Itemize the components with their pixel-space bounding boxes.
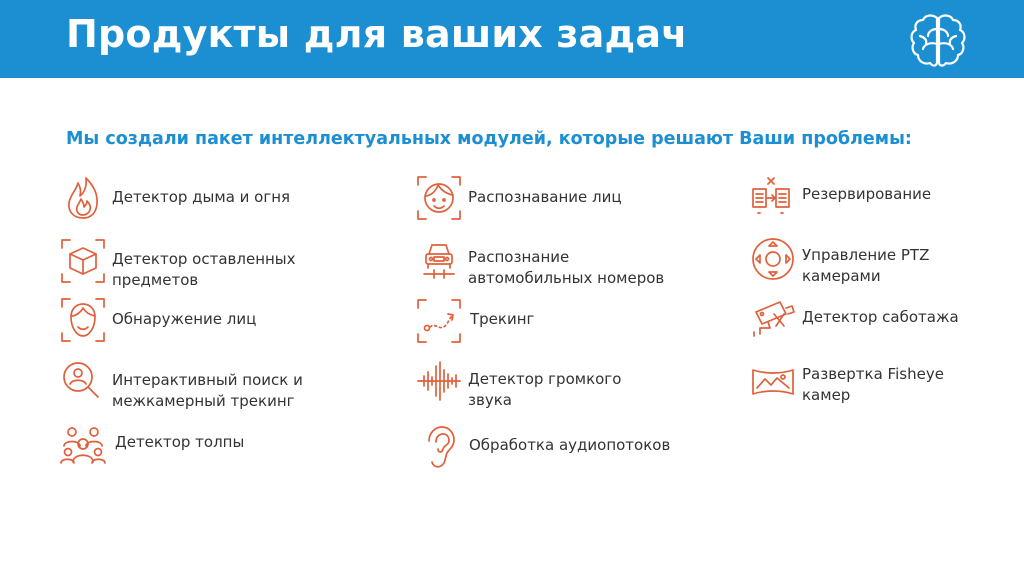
intro-subtitle: Мы создали пакет интеллектуальных модулей, которые решают Ваши проблемы:: [66, 129, 912, 149]
crowd-icon: [60, 422, 106, 468]
product-label: Развертка Fisheye: [802, 365, 944, 383]
product-label: Детектор дыма и огня: [112, 188, 291, 206]
product-label-line2: камерами: [802, 267, 881, 285]
header-bar: [0, 0, 1024, 78]
product-label: Резервирование: [802, 185, 932, 203]
sound-wave-icon: [416, 358, 462, 404]
product-label: Трекинг: [470, 310, 535, 328]
brain-icon: [906, 12, 970, 70]
car-plate-icon: [416, 236, 462, 282]
backup-icon: [750, 173, 796, 219]
product-label: Детектор толпы: [115, 433, 245, 451]
product-label: Распознание: [468, 248, 570, 266]
product-label-line2: звука: [468, 391, 512, 409]
product-label: Детектор саботажа: [802, 308, 959, 326]
fisheye-panorama-icon: [750, 358, 796, 404]
face-detect-icon: [60, 297, 106, 343]
product-label: Интерактивный поиск и: [112, 371, 303, 389]
product-label: Обнаружение лиц: [112, 310, 257, 328]
product-label-line2: камер: [802, 386, 851, 404]
product-label: Распознавание лиц: [468, 188, 622, 206]
product-label-line2: межкамерный трекинг: [112, 392, 295, 410]
product-label: Детектор оставленных: [112, 250, 296, 268]
fire-icon: [60, 175, 106, 221]
product-label: Детектор громкого: [468, 370, 622, 388]
ptz-control-icon: [750, 236, 796, 282]
page-title: Продукты для ваших задач: [66, 12, 688, 56]
camera-sabotage-icon: [750, 296, 796, 342]
product-label: Обработка аудиопотоков: [469, 436, 671, 454]
product-label: Управление PTZ: [802, 246, 930, 264]
person-search-icon: [60, 359, 106, 405]
tracking-icon: [416, 298, 462, 344]
box-detect-icon: [60, 238, 106, 284]
product-label-line2: автомобильных номеров: [468, 269, 665, 287]
product-label-line2: предметов: [112, 271, 199, 289]
ear-icon: [416, 424, 462, 470]
face-recognition-icon: [416, 175, 462, 221]
